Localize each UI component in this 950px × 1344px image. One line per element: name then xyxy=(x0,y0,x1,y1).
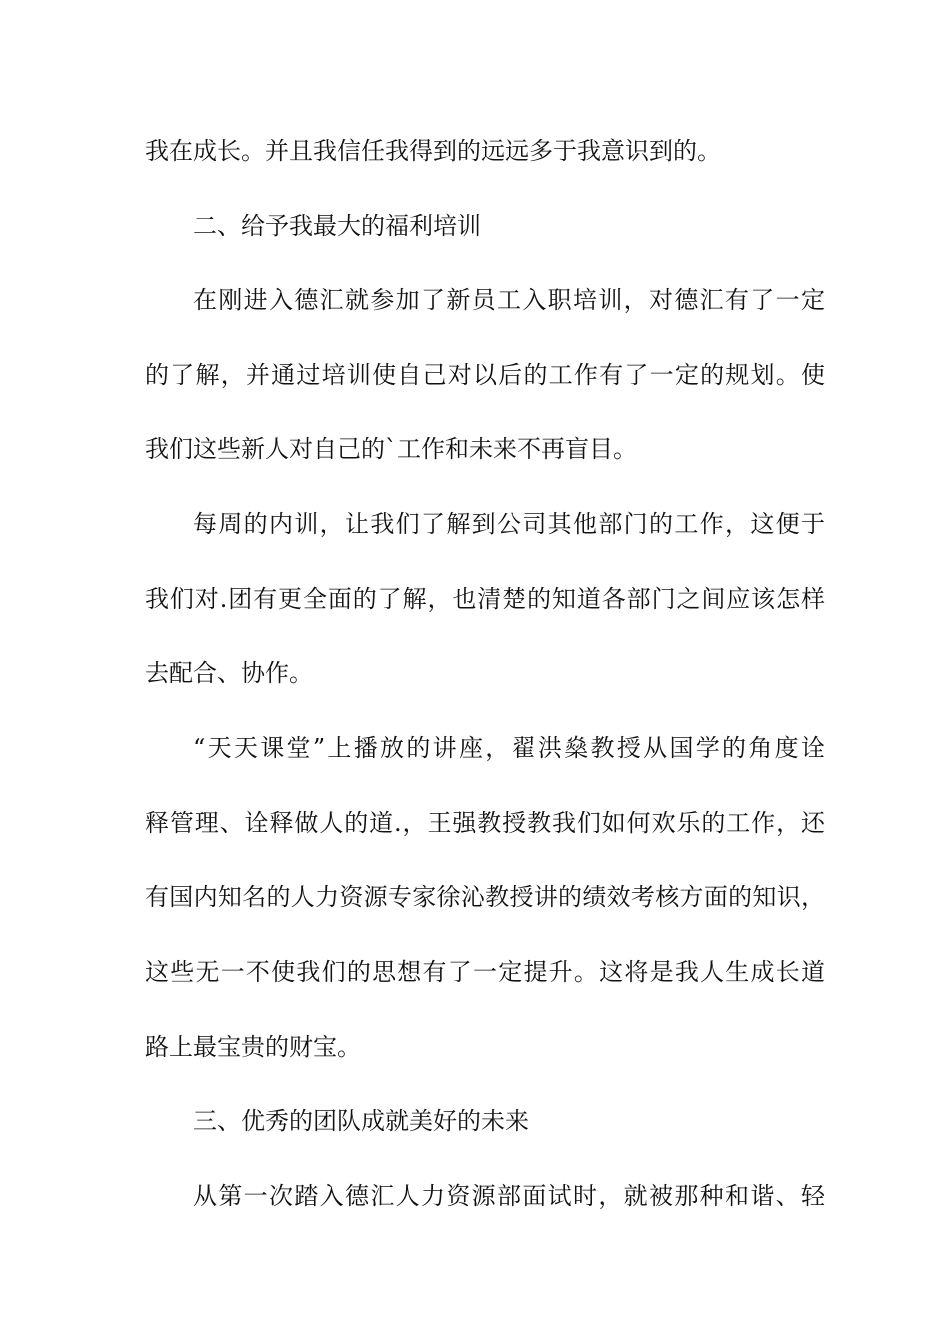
paragraph-line: 我在成长。并且我信任我得到的远远多于我意识到的。 xyxy=(145,137,721,165)
paragraph-line: 去配合、协作。 xyxy=(145,659,313,687)
paragraph-line: 我们对.团有更全面的了解，也清楚的知道各部门之间应该怎样 xyxy=(145,585,825,613)
paragraph-line: 有国内知名的人力资源专家徐沁教授讲的绩效考核方面的知识， xyxy=(145,883,825,911)
paragraph-line: 每周的内训，让我们了解到公司其他部门的工作，这便于 xyxy=(193,510,825,538)
paragraph-line: 这些无一不使我们的思想有了一定提升。这将是我人生成长道 xyxy=(145,958,825,986)
paragraph-line: 我们这些新人对自己的`工作和未来不再盲目。 xyxy=(145,435,637,463)
paragraph-line: 的了解，并通过培训使自己对以后的工作有了一定的规划。使 xyxy=(145,361,825,389)
paragraph-line: 释管理、诠释做人的道.，王强教授教我们如何欢乐的工作，还 xyxy=(145,809,825,837)
section-heading: 二、给予我最大的福利培训 xyxy=(193,212,481,240)
section-heading: 三、优秀的团队成就美好的未来 xyxy=(193,1107,529,1135)
paragraph-line: “天天课堂”上播放的讲座，翟洪燊教授从国学的角度诠 xyxy=(193,734,825,762)
paragraph-line: 在刚进入德汇就参加了新员工入职培训，对德汇有了一定 xyxy=(193,286,825,314)
paragraph-line: 路上最宝贵的财宝。 xyxy=(145,1033,361,1061)
paragraph-line: 从第一次踏入德汇人力资源部面试时，就被那种和谐、轻 xyxy=(193,1182,825,1210)
